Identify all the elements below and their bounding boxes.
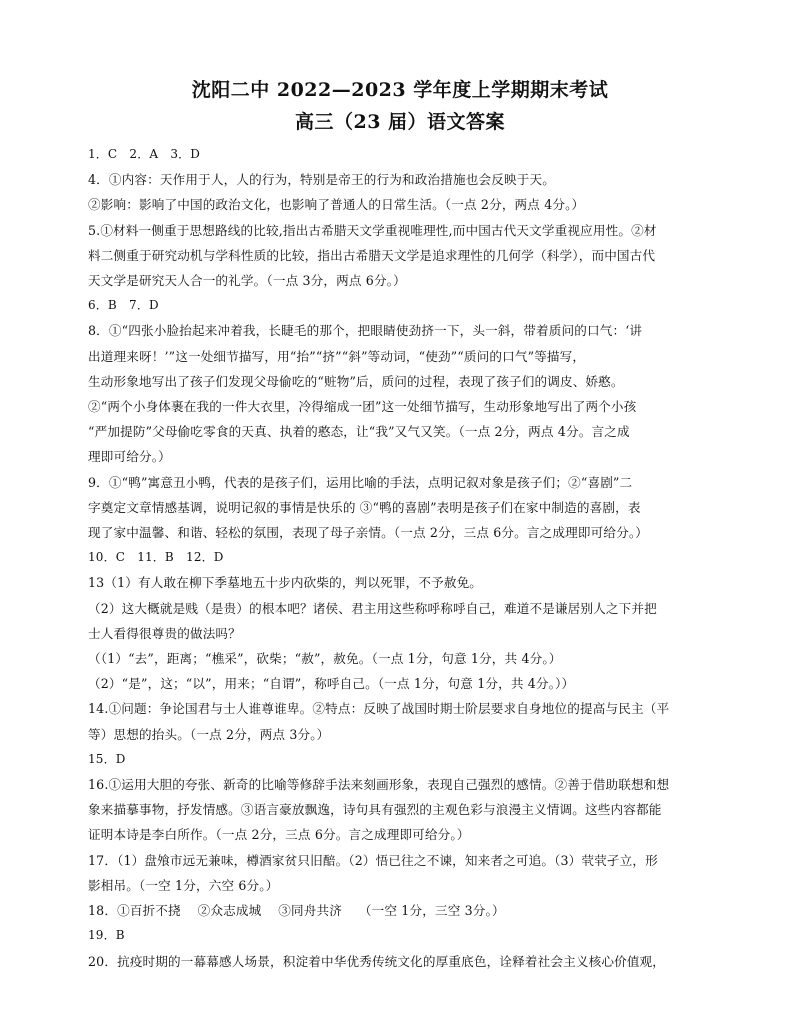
answer-line: 1．C 2．A 3．D: [88, 147, 201, 161]
answer-line: 9．①“鸭”寓意丑小鸭，代表的是孩子们，运用比喻的手法，点明记叙对象是孩子们；②“喜剧”二: [88, 474, 633, 490]
answer-line: 天文学是研究天人合一的礼学。（一点 3分，两点 6分。）: [88, 273, 406, 289]
answer-line: 象来描摹事物，抒发情感。③语言豪放飘逸，诗句具有强烈的主观色彩与浪漫主义情调。这些内容都能: [88, 802, 662, 818]
answer-line: （2）“是”，这；“以”，用来；“自谓”，称呼自己。（一点 1分，句意 1分，共 4分。））: [88, 676, 575, 692]
answer-line: 料二侧重于研究动机与学科性质的比较，指出古希腊天文学是追求理性的几何学（科学），而中国古代: [88, 247, 656, 263]
answer-line: 士人看得很尊贵的做法吗？: [88, 625, 241, 641]
answer-line: 理即可给分。）: [88, 449, 171, 465]
answer-line: 14.①问题：争论国君与士人谁尊谁卑。②特点：反映了战国时期士阶层要求自身地位的提高与民主（平: [88, 701, 670, 717]
document-subtitle: 高三（23 届）语文答案: [294, 111, 506, 133]
answer-line: 影相吊。（一空 1分，六空 6分。）: [88, 877, 279, 893]
answer-line: （2）这大概就是贱（是贵）的根本吧？诸侯、君主用这些称呼称呼自己，难道不是谦居别人之下并把: [88, 600, 657, 616]
answer-line: 等）思想的抬头。（一点 2分，两点 3分。）: [88, 726, 330, 742]
answer-line: ②影响：影响了中国的政治文化，也影响了普通人的日常生活。（一点 2分，两点 4分。）: [88, 197, 585, 213]
answer-line: 生动形象地写出了孩子们发现父母偷吃的“赃物”后，质问的过程，表现了孩子们的调皮、娇憨。: [88, 373, 624, 389]
answer-line: （（1）“去”，距离；“樵采”，砍柴；“赦”，赦免。（一点 1分，句意 1分，共 4分。）: [88, 651, 562, 667]
answer-line: 4．①内容：天作用于人，人的行为，特别是帝王的行为和政治措施也会反映于天。: [88, 172, 555, 188]
answer-line: 字奠定文章情感基调，说明记叙的事情是快乐的 ③“鸭的喜剧”表明是孩子们在家中制造的喜剧，表: [88, 499, 641, 515]
answer-line: 10．C 11．B 12．D: [88, 550, 224, 565]
answer-line: 6．B 7．D: [88, 298, 159, 313]
answer-list: [88, 142, 712, 974]
answer-line: 13（1）有人敢在柳下季墓地五十步内砍柴的，判以死罪，不予赦免。: [88, 575, 483, 591]
answer-line: 20．抗疫时期的一幕幕感人场景，积淀着中华优秀传统文化的厚重底色，诠释着社会主义核心价值观，: [88, 953, 666, 969]
answer-line: 19．B: [88, 928, 125, 943]
document-title: 沈阳二中 2022—2023 学年度上学期期末考试: [191, 79, 609, 101]
answer-line: 5.①材料一侧重于思想路线的比较,指出古希腊天文学重视唯理性,而中国古代天文学重视应用性。②材: [88, 222, 657, 238]
answer-line: 证明本诗是李白所作。（一点 2分，三点 6分。言之成理即可给分。）: [88, 827, 470, 843]
answer-line: 18．①百折不挠 ②众志成城 ③同舟共济 （一空 1分，三空 3分。）: [88, 903, 505, 919]
answer-line: ②“两个小身体裹在我的一件大衣里，冷得缩成一团”这一处细节描写，生动形象地写出了两个小孩: [88, 399, 637, 415]
answer-line: 现了家中温馨、和谐、轻松的氛围，表现了母子亲情。（一点 2分，三点 6分。言之成理即可给分。）: [88, 525, 649, 541]
answer-line: 15．D: [88, 751, 126, 766]
answer-line: 8．①“四张小脸抬起来冲着我，长睫毛的那个，把眼睛使劲挤一下，头一斜，带着质问的口气：‘讲: [88, 323, 643, 339]
answer-line: 17．（1）盘飧市远无兼味，樽酒家贫只旧醅。（2）悟已往之不谏，知来者之可追。（3）茕茕孑立，形: [88, 852, 658, 868]
answer-line: 16.①运用大胆的夸张、新奇的比喻等修辞手法来刻画形象，表现自己强烈的感情。②善于借助联想和想: [88, 777, 670, 793]
answer-line: 出道理来呀！’”这一处细节描写，用“抬”“挤”“斜”等动词，“使劲”“质问的口气”等描写，: [88, 348, 586, 364]
answer-line: “严加提防”父母偷吃零食的天真、执着的憨态，让“我”又气又笑。（一点 2分，两点 4分。言之成: [88, 424, 630, 440]
